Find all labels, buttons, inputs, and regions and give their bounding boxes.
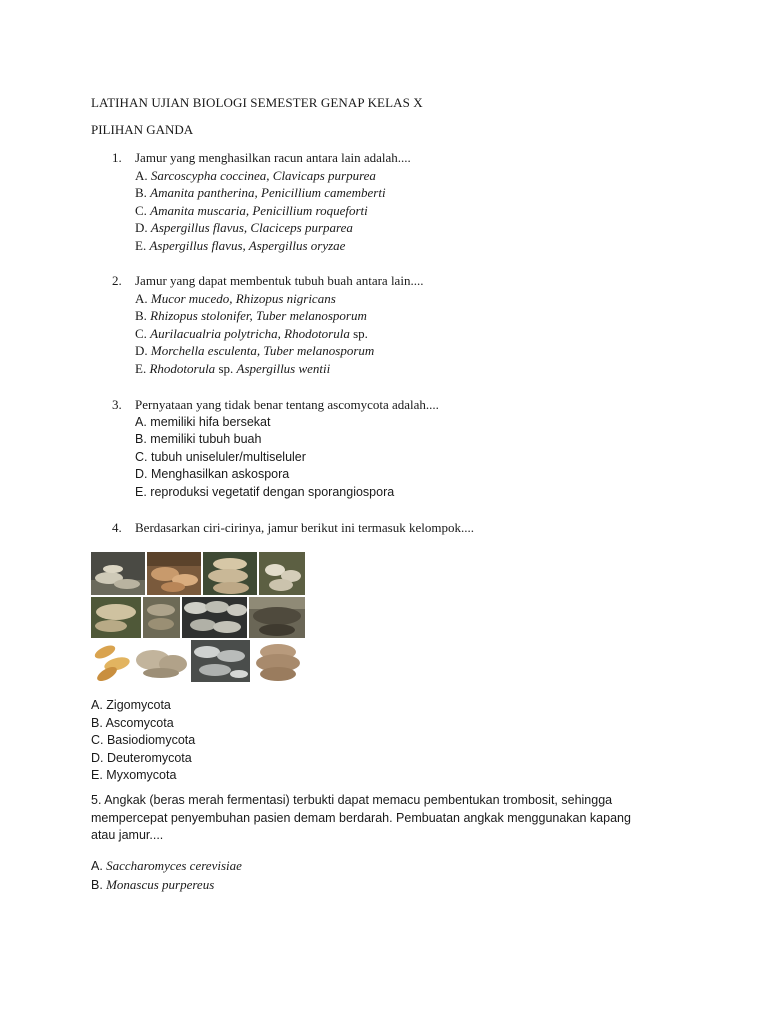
option-list [135,414,712,502]
option-e[interactable]: E. Rhodotorula sp. Aspergillus wentii [135,360,331,376]
option-list [135,290,712,378]
mushroom-photo-6 [143,597,180,638]
mushroom-photo-5 [91,597,141,638]
question-3 [112,396,712,501]
question-1 [112,149,712,254]
question-5-options [91,857,242,894]
option-b[interactable]: B. Amanita pantherina, Penicillium camemberti [135,185,386,200]
option-c[interactable]: C. Amanita muscaria, Penicillium roqueforti [135,202,368,218]
mushroom-photo-3 [203,552,257,595]
question-4-options [91,697,195,785]
option-a[interactable]: A. Zigomycota [91,698,171,712]
mushroom-photo-7 [182,597,247,638]
option-b[interactable]: B. Monascus purpereus [91,876,215,892]
question-stem: Jamur yang menghasilkan racun antara lain adalah.... [135,150,411,165]
section-heading: PILIHAN GANDA [91,122,194,137]
question-stem: Jamur yang dapat membentuk tubuh buah antara lain.... [135,273,424,288]
mushroom-photo-8 [249,597,305,638]
option-list [135,167,712,255]
question-number: 4. [112,520,122,535]
option-d[interactable]: D. Deuteromycota [91,750,192,765]
mushroom-photo-2 [147,552,201,595]
option-e[interactable]: E. Myxomycota [91,768,177,782]
question-number: 1. [112,150,122,165]
option-d[interactable]: D. Morchella esculenta, Tuber melanosporum [135,343,375,358]
page-title: LATIHAN UJIAN BIOLOGI SEMESTER GENAP KELAS X [91,95,423,110]
option-c[interactable]: C. Aurilacualria polytricha, Rhodotorula sp. [135,325,368,341]
option-e[interactable]: E. Aspergillus flavus, Aspergillus oryzae [135,237,346,253]
option-a[interactable]: A. memiliki hifa bersekat [135,414,271,429]
mushroom-photo-11 [191,640,250,682]
option-d[interactable]: D. Menghasilkan askospora [135,467,290,481]
mushroom-photo-10 [134,640,189,682]
question-2 [112,272,712,377]
mushroom-photo-4 [259,552,305,595]
mushroom-photo-collage [91,552,305,682]
question-5-stem: 5. Angkak (beras merah fermentasi) terbukti dapat memacu pembentukan trombosit, sehingga mempercepat penyembuhan pasien demam berdarah. Pembuatan angkak menggunakan kapang atau jamur.... [91,793,631,842]
option-b[interactable]: B. Ascomycota [91,715,174,730]
question-stem: Berdasarkan ciri-cirinya, jamur berikut ini termasuk kelompok.... [135,520,474,535]
mushroom-photo-9 [91,640,132,682]
question-number: 3. [112,397,122,412]
option-b[interactable]: B. Rhizopus stolonifer, Tuber melanosporum [135,308,367,323]
question-4 [112,519,712,537]
mushroom-photo-12 [252,640,305,682]
question-number: 2. [112,273,122,288]
option-c[interactable]: C. Basiodiomycota [91,733,196,747]
option-a[interactable]: A. Saccharomyces cerevisiae [91,858,242,873]
option-c[interactable]: C. tubuh uniseluler/multiseluler [135,449,306,464]
option-a[interactable]: A. Mucor mucedo, Rhizopus nigricans [135,290,336,306]
question-stem: Pernyataan yang tidak benar tentang ascomycota adalah.... [135,397,439,412]
mushroom-photo-1 [91,552,145,595]
mushroom-collage-svg [91,552,305,682]
option-e[interactable]: E. reproduksi vegetatif dengan sporangiospora [135,484,395,499]
option-b[interactable]: B. memiliki tubuh buah [135,432,262,446]
option-a[interactable]: A. Sarcoscypha coccinea, Clavicaps purpurea [135,167,376,183]
option-d[interactable]: D. Aspergillus flavus, Claciceps purparea [135,220,353,235]
